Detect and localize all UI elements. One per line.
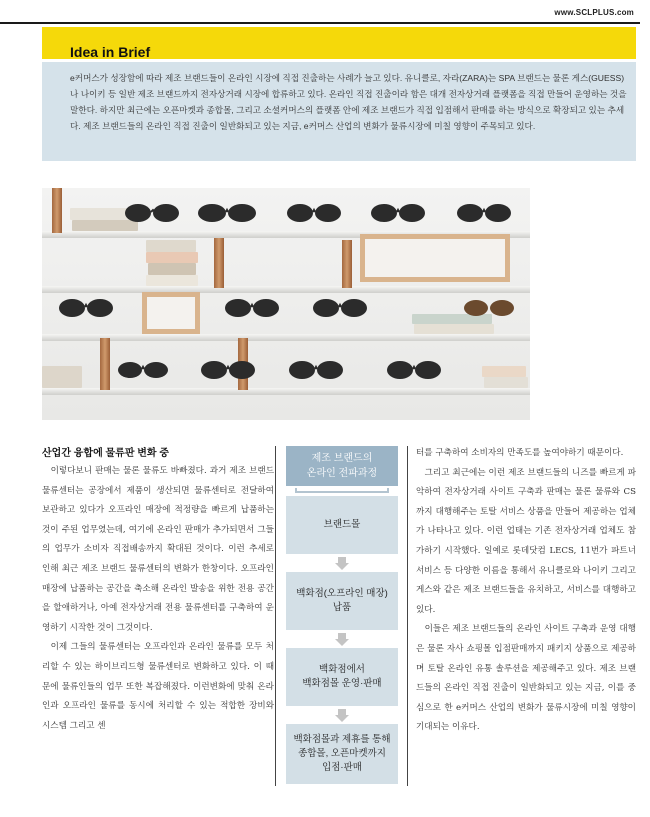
sunglasses-group — [42, 188, 530, 420]
flow-title-line1: 제조 브랜드의 — [311, 453, 373, 464]
flow-step-2-line2: 납품 — [332, 602, 352, 613]
arrow-down-icon — [335, 557, 349, 570]
brief-title: Idea in Brief — [70, 44, 151, 60]
section-heading: 산업간 융합에 물류판 변화 중 — [42, 448, 170, 459]
flow-step-4-line3: 입점·판매 — [322, 762, 362, 773]
flow-step-4-line1: 백화점몰과 제휴를 통해 — [293, 734, 391, 745]
site-url: www.SCLPLUS.com — [554, 8, 634, 17]
right-column — [416, 444, 636, 738]
flow-step-2 — [286, 572, 398, 630]
left-paragraph-1: 이렇다보니 판매는 물론 물류도 바빠졌다. 과거 제조 브랜드 물류센터는 공장에서 제품이 생산되면 물류센터로 전달하여 보관하고 있다가 오프라인 매장에 적정량을 빠르게 납품하는 것이 주된 업무였는데, 여기에 온라인 판매가 추가되면서 그들의 업무가 소비자 직접배송까지 확대된 것이다. 이런 추세로 인해 최근 제조 브랜드 물류센터의 변화가 한창이다. 오프라인 매장에 납품하는 공간을 축소해 온라인 발송을 위한 전용 공간을 할애하거나, 아예 전자상거래 전용 물류센터를 구축하여 운영하기 시작한 것이 그것이다. — [42, 466, 274, 633]
right-paragraph-1: 터를 구축하여 소비자의 만족도를 높여야하기 때문이다. — [416, 448, 624, 458]
flow-bracket — [295, 488, 389, 493]
column-divider-right — [407, 446, 408, 786]
brief-text: e커머스가 성장함에 따라 제조 브랜드들이 온라인 시장에 직접 진출하는 사례가 늘고 있다. 유니클로, 자라(ZARA)는 SPA 브랜드는 물론 게스(GUESS)나 나이키 등 일반 제조 브랜드까지 전자상거래 시장에 합류하고 있다. 온라인 직접 진출이라 함은 대개 전자상거래 플랫폼을 직접 만들어 운영하는 것을 말한다. 하지만 최근에는 오픈마켓과 종합몰, 그리고 소셜커머스의 플랫폼 안에 제조 브랜드가 직접 입점해서 판매를 하는 방식으로 확장되고 있는 추세다. 제조 브랜드들의 온라인 직접 진출이 일반화되고 있는 지금, e커머스 산업의 변화가 물류시장에 미칠 영향이 주목되고 있다. — [70, 73, 627, 131]
flow-step-3-line1: 백화점에서 — [319, 664, 365, 675]
arrow-down-icon — [335, 709, 349, 722]
top-rule — [0, 22, 640, 24]
column-divider-left — [275, 446, 276, 786]
flow-title-line2: 온라인 전파과정 — [306, 468, 378, 479]
flow-step-2-line1: 백화점(오프라인 매장) — [296, 588, 388, 599]
right-paragraph-2: 그리고 최근에는 이런 제조 브랜드들의 니즈를 빠르게 파악하여 전자상거래 사이트 구축과 판매는 물론 물류와 CS까지 대행해주는 토탈 서비스 상품을 만들어 제공하는 업체가 나타나고 있다. 이런 업태는 기존 전자상거래 업체도 참가하기 시작했다. 일예로 롯데닷컴 LECS, 11번가 파트너서비스 등 다양한 이름을 통해서 유니클로와 나이키 그리고 게스와 같은 제조 브랜드들을 유치하고, 서비스를 대행하고 있다. — [416, 467, 636, 615]
sunglasses-shelf-photo — [42, 188, 530, 420]
left-paragraph-2: 이제 그들의 물류센터는 오프라인과 온라인 물류를 모두 처리할 수 있는 하이브리드형 물류센터로 변화하고 있다. 이 때문에 물류인들의 업무 또한 복잡해졌다. 이런변화에 맞춰 온라인과 오프라인 물류를 동시에 처리할 수 있는 적합한 장비와 시스템 그리고 센 — [42, 642, 274, 731]
arrow-down-icon — [335, 633, 349, 646]
flow-title — [286, 446, 398, 486]
flow-step-1 — [286, 496, 398, 554]
flow-step-4 — [286, 724, 398, 784]
flow-step-4-line2: 종합몰, 오픈마켓까지 — [298, 748, 386, 759]
left-column — [42, 444, 274, 736]
flow-step-3-line2: 백화점몰 운영·판매 — [302, 678, 382, 689]
right-paragraph-3: 이들은 제조 브랜드들의 온라인 사이트 구축과 운영 대행은 물론 자사 쇼핑몰 입점판매까지 패키지 상품으로 제공하며 토탈 온라인 유통 솔루션을 제공해주고 있다. 제조 브랜드들의 온라인 직접 진출이 일반화되고 있는 지금, 이를 중심으로 한 e커머스 산업의 변화가 물류시장에 미칠 영향이 기대되는 이유다. — [416, 624, 636, 733]
flow-step-1-line1: 브랜드몰 — [323, 519, 361, 530]
flow-step-3 — [286, 648, 398, 706]
